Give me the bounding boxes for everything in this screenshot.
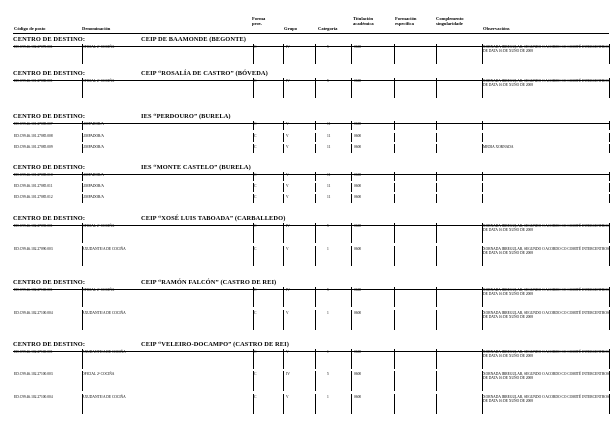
column-divider xyxy=(482,44,483,64)
section-rule xyxy=(13,123,609,124)
cell-obs: XORNADA IRREGULAR, SEGUNDO O ACORDO CO COMITÉ INTERCENTROS DE DATA 16 DE XUÑO DE 2008 xyxy=(483,45,609,54)
cell-code: ED.C99.46.102.27100.001 xyxy=(14,350,53,354)
column-divider xyxy=(394,133,395,142)
column-divider xyxy=(436,223,437,243)
column-divider xyxy=(609,183,610,192)
column-divider xyxy=(351,223,352,243)
column-divider xyxy=(351,78,352,98)
column-divider xyxy=(394,246,395,266)
column-divider xyxy=(253,394,257,414)
cell-den: OFICIAL 2ª COCIÑA xyxy=(82,79,115,83)
column-divider xyxy=(283,371,284,391)
column-divider xyxy=(82,287,83,307)
section-rule xyxy=(13,225,609,226)
cell-forma: C xyxy=(254,195,257,199)
column-divider xyxy=(283,133,284,142)
cell-forma: C xyxy=(254,350,257,354)
section-rule xyxy=(13,351,609,352)
column-divider xyxy=(351,183,352,192)
header-denominacion: Denominación xyxy=(82,26,111,31)
column-divider xyxy=(82,223,83,243)
column-divider xyxy=(609,194,610,203)
cell-obs: MEDIA XORNADA xyxy=(483,145,514,149)
column-divider xyxy=(351,194,352,203)
cell-code: ED.C99.46.102.27100.004 xyxy=(14,311,53,315)
column-divider xyxy=(394,371,395,391)
cell-den: OFICIAL 2ª COCIÑA xyxy=(82,224,115,228)
header-observaciones: Observacións xyxy=(483,26,510,31)
header-categoria: Categoría xyxy=(318,26,338,31)
cell-grupo: V xyxy=(286,195,289,199)
cell-obs: XORNADA IRREGULAR, SEGUNDO O ACORDO CO COMITÉ INTERCENTROS DE DATA 16 DE XUÑO DE 2008 xyxy=(483,311,609,320)
column-divider xyxy=(609,121,610,130)
column-divider xyxy=(283,394,284,414)
centro-destino-label: CENTRO DE DESTINO: xyxy=(13,279,86,286)
column-divider xyxy=(82,371,83,391)
cell-forma: C xyxy=(254,173,257,177)
cell-code: ED.C99.46.102.27100.001 xyxy=(14,288,53,292)
cell-tit: 0600 xyxy=(354,134,362,138)
column-divider xyxy=(82,183,83,192)
column-divider xyxy=(253,44,257,64)
column-divider xyxy=(315,310,316,330)
centro-destino-label: CENTRO DE DESTINO: xyxy=(13,36,86,43)
header-codigo: Código de posto xyxy=(14,26,46,31)
column-divider xyxy=(283,223,284,243)
cell-obs: XORNADA IRREGULAR, SEGUNDO O ACORDO CO COMITÉ INTERCENTROS DE DATA 16 DE XUÑO DE 2008 xyxy=(483,350,609,359)
centro-name: CEIP “RAMÓN FALCÓN” (CASTRO DE REI) xyxy=(141,279,277,286)
cell-forma: C xyxy=(254,224,257,228)
column-divider xyxy=(351,287,352,307)
column-divider xyxy=(436,246,437,266)
column-divider xyxy=(315,349,316,369)
cell-grupo: V xyxy=(286,395,289,399)
column-divider xyxy=(351,394,352,414)
cell-cat: 5 xyxy=(327,372,329,376)
header-formacion: Formación específica xyxy=(395,16,417,26)
cell-grupo: IV xyxy=(286,224,290,228)
cell-code: ED.C99.46.101.27085.012 xyxy=(14,195,53,199)
cell-code: ED.C99.46.102.27090.001 xyxy=(14,224,53,228)
column-divider xyxy=(253,287,257,307)
column-divider xyxy=(436,78,437,98)
column-divider xyxy=(315,394,316,414)
cell-grupo: V xyxy=(286,350,289,354)
cell-den: AXUDANTE/A DE COCIÑA xyxy=(82,395,126,399)
cell-code: ED.C99.46.102.27090.003 xyxy=(14,247,53,251)
cell-tit: 0600 xyxy=(354,350,362,354)
column-divider xyxy=(315,144,316,153)
column-divider xyxy=(394,194,395,203)
cell-obs: XORNADA IRREGULAR, SEGUNDO O ACORDO CO COMITÉ INTERCENTROS DE DATA 16 DE XUÑO DE 2008 xyxy=(483,224,609,233)
cell-cat: 11 xyxy=(327,184,331,188)
cell-grupo: IV xyxy=(286,45,290,49)
section-rule xyxy=(13,80,609,81)
column-divider xyxy=(482,287,483,307)
column-divider xyxy=(253,223,257,243)
column-divider xyxy=(283,310,284,330)
column-divider xyxy=(436,133,437,142)
cell-den: OFICIAL 2ª COCIÑA xyxy=(82,288,115,292)
header-complemento: Complemento singularidade xyxy=(436,16,464,26)
cell-code: ED.C99.46.101.27085.011 xyxy=(14,184,53,188)
column-divider xyxy=(436,194,437,203)
cell-tit: 0600 xyxy=(354,395,362,399)
column-divider xyxy=(609,287,610,307)
column-divider xyxy=(82,194,83,203)
cell-obs: XORNADA IRREGULAR, SEGUNDO O ACORDO CO COMITÉ INTERCENTROS DE DATA 16 DE XUÑO DE 2008 xyxy=(483,288,609,297)
cell-tit: 0600 xyxy=(354,247,362,251)
column-divider xyxy=(283,349,284,369)
cell-den: LIMPADOR/A xyxy=(82,134,105,138)
column-divider xyxy=(482,349,483,369)
header-grupo: Grupo xyxy=(284,26,298,31)
table-header xyxy=(0,14,615,34)
cell-code: ED.C99.46.102.27100.003 xyxy=(14,372,53,376)
cell-cat: 5 xyxy=(327,224,329,228)
column-divider xyxy=(394,183,395,192)
column-divider xyxy=(482,133,483,142)
cell-tit: 0600 xyxy=(354,122,362,126)
cell-tit: 0600 xyxy=(354,372,362,376)
cell-cat: 11 xyxy=(327,134,331,138)
cell-grupo: V xyxy=(286,247,289,251)
cell-cat: 1 xyxy=(327,311,329,315)
column-divider xyxy=(283,144,284,153)
cell-den: AXUDANTE/A DE COCIÑA xyxy=(82,311,126,315)
column-divider xyxy=(436,144,437,153)
cell-grupo: IV xyxy=(286,79,290,83)
column-divider xyxy=(253,144,257,153)
cell-cat: 1 xyxy=(327,247,329,251)
cell-grupo: V xyxy=(286,311,289,315)
cell-tit: 0600 xyxy=(354,195,362,199)
section-rule xyxy=(13,46,609,47)
cell-tit: 0600 xyxy=(354,184,362,188)
centro-name: CEIP DE BAAMONDE (BEGONTE) xyxy=(141,36,247,43)
centro-name: CEIP “VELEIRO-DOCAMPO” (CASTRO DE REI) xyxy=(141,341,289,348)
column-divider xyxy=(283,287,284,307)
cell-den: LIMPADOR/A xyxy=(82,122,105,126)
cell-obs: XORNADA IRREGULAR, SEGUNDO O ACORDO CO COMITÉ INTERCENTROS DE DATA 16 DE XUÑO DE 2008 xyxy=(483,395,609,404)
column-divider xyxy=(253,78,257,98)
cell-tit: 0600 xyxy=(354,145,362,149)
column-divider xyxy=(351,246,352,266)
cell-tit: 0600 xyxy=(354,288,362,292)
cell-den: OFICIAL 2ª COCIÑA xyxy=(82,372,115,376)
column-divider xyxy=(609,44,610,64)
column-divider xyxy=(394,394,395,414)
column-divider xyxy=(436,44,437,64)
header-titulacion: Titulación académica xyxy=(353,16,374,26)
centro-name: IES “MONTE CASTELO” (BURELA) xyxy=(141,164,251,171)
column-divider xyxy=(609,349,610,369)
column-divider xyxy=(394,144,395,153)
column-divider xyxy=(82,394,83,414)
column-divider xyxy=(436,349,437,369)
column-divider xyxy=(315,183,316,192)
centro-destino-label: CENTRO DE DESTINO: xyxy=(13,113,86,120)
column-divider xyxy=(394,223,395,243)
column-divider xyxy=(482,310,483,330)
column-divider xyxy=(283,183,284,192)
column-divider xyxy=(394,310,395,330)
column-divider xyxy=(82,44,83,64)
column-divider xyxy=(436,183,437,192)
section-rule xyxy=(13,174,609,175)
cell-obs: XORNADA IRREGULAR, SEGUNDO O ACORDO CO COMITÉ INTERCENTROS DE DATA 16 DE XUÑO DE 2008 xyxy=(483,79,609,88)
column-divider xyxy=(315,246,316,266)
column-divider xyxy=(436,371,437,391)
centro-destino-label: CENTRO DE DESTINO: xyxy=(13,70,86,77)
cell-tit: 0600 xyxy=(354,311,362,315)
column-divider xyxy=(283,194,284,203)
cell-grupo: V xyxy=(286,145,289,149)
cell-tit: 0600 xyxy=(354,224,362,228)
column-divider xyxy=(315,371,316,391)
column-divider xyxy=(482,183,483,192)
column-divider xyxy=(253,371,257,391)
centro-destino-label: CENTRO DE DESTINO: xyxy=(13,215,86,222)
column-divider xyxy=(283,246,284,266)
cell-grupo: IV xyxy=(286,372,290,376)
column-divider xyxy=(283,78,284,98)
column-divider xyxy=(315,78,316,98)
header-rule xyxy=(13,33,609,34)
cell-cat: 1 xyxy=(327,350,329,354)
cell-cat: 5 xyxy=(327,79,329,83)
cell-den: LIMPADOR/A xyxy=(82,195,105,199)
header-forma: Forma prov. xyxy=(252,16,266,26)
column-divider xyxy=(394,287,395,307)
column-divider xyxy=(482,194,483,203)
column-divider xyxy=(283,44,284,64)
column-divider xyxy=(351,371,352,391)
column-divider xyxy=(351,133,352,142)
column-divider xyxy=(82,144,83,153)
cell-code: ED.C99.46.101.27085.007 xyxy=(14,122,53,126)
column-divider xyxy=(609,394,610,414)
column-divider xyxy=(315,133,316,142)
cell-grupo: V xyxy=(286,184,289,188)
column-divider xyxy=(253,310,257,330)
column-divider xyxy=(253,194,257,203)
column-divider xyxy=(436,287,437,307)
column-divider xyxy=(609,310,610,330)
cell-den: LIMPADOR/A xyxy=(82,173,105,177)
column-divider xyxy=(482,371,483,391)
cell-grupo: V xyxy=(286,173,289,177)
cell-forma: C xyxy=(254,79,257,83)
column-divider xyxy=(609,223,610,243)
centro-name: IES “PERDOURO” (BURELA) xyxy=(141,113,231,120)
column-divider xyxy=(315,194,316,203)
cell-code: ED.C99.46.101.27085.008 xyxy=(14,134,53,138)
cell-grupo: V xyxy=(286,122,289,126)
cell-forma: C xyxy=(254,45,257,49)
cell-cat: 5 xyxy=(327,45,329,49)
cell-forma: C xyxy=(254,372,257,376)
column-divider xyxy=(82,246,83,266)
column-divider xyxy=(82,310,83,330)
cell-tit: 0600 xyxy=(354,173,362,177)
column-divider xyxy=(253,133,257,142)
section-rule xyxy=(13,289,609,290)
cell-forma: C xyxy=(254,311,257,315)
cell-tit: 0600 xyxy=(354,45,362,49)
centro-destino-label: CENTRO DE DESTINO: xyxy=(13,164,86,171)
column-divider xyxy=(609,371,610,391)
cell-code: ED.C99.46.101.27080.001 xyxy=(14,79,53,83)
cell-obs: XORNADA IRREGULAR, SEGUNDO O ACORDO CO COMITÉ INTERCENTROS DE DATA 16 DE XUÑO DE 2008 xyxy=(483,247,609,256)
column-divider xyxy=(351,44,352,64)
column-divider xyxy=(482,144,483,153)
column-divider xyxy=(609,133,610,142)
cell-grupo: V xyxy=(286,134,289,138)
cell-tit: 0600 xyxy=(354,79,362,83)
column-divider xyxy=(482,246,483,266)
cell-cat: 1 xyxy=(327,395,329,399)
column-divider xyxy=(351,310,352,330)
cell-forma: C xyxy=(254,247,257,251)
cell-code: ED.C99.46.102.27100.004 xyxy=(14,395,53,399)
cell-forma: C xyxy=(254,134,257,138)
cell-cat: 11 xyxy=(327,195,331,199)
column-divider xyxy=(482,223,483,243)
column-divider xyxy=(394,44,395,64)
column-divider xyxy=(351,349,352,369)
cell-forma: C xyxy=(254,288,257,292)
column-divider xyxy=(482,78,483,98)
column-divider xyxy=(315,44,316,64)
column-divider xyxy=(315,287,316,307)
cell-den: LIMPADOR/A xyxy=(82,184,105,188)
column-divider xyxy=(82,133,83,142)
cell-forma: C xyxy=(254,395,257,399)
column-divider xyxy=(609,172,610,181)
column-divider xyxy=(253,349,257,369)
cell-forma: C xyxy=(254,122,257,126)
column-divider xyxy=(436,394,437,414)
cell-den: AXUDANTE/A DE COCIÑA xyxy=(82,350,126,354)
cell-den: OFICIAL 2ª COCIÑA xyxy=(82,45,115,49)
column-divider xyxy=(394,349,395,369)
centro-name: CEIP “ROSALÍA DE CASTRO” (BÓVEDA) xyxy=(141,70,268,77)
cell-forma: C xyxy=(254,184,257,188)
cell-code: ED.C99.46.101.27085.009 xyxy=(14,145,53,149)
cell-code: ED.C99.46.101.27085.010 xyxy=(14,173,53,177)
cell-cat: 11 xyxy=(327,122,331,126)
column-divider xyxy=(315,223,316,243)
column-divider xyxy=(351,144,352,153)
column-divider xyxy=(82,349,83,369)
cell-den: LIMPADOR/A xyxy=(82,145,105,149)
column-divider xyxy=(609,246,610,266)
cell-code: ED.C99.46.102.27070.001 xyxy=(14,45,53,49)
cell-grupo: IV xyxy=(286,288,290,292)
column-divider xyxy=(82,78,83,98)
centro-name: CEIP “XOSÉ LUIS TABOADA” (CARBALLEDO) xyxy=(141,215,286,222)
cell-cat: 11 xyxy=(327,173,331,177)
cell-forma: C xyxy=(254,145,257,149)
cell-cat: 5 xyxy=(327,288,329,292)
column-divider xyxy=(394,78,395,98)
cell-den: AXUDANTE/A DE COCIÑA xyxy=(82,247,126,251)
column-divider xyxy=(482,394,483,414)
cell-obs: XORNADA IRREGULAR, SEGUNDO O ACORDO CO COMITÉ INTERCENTROS DE DATA 16 DE XUÑO DE 2008 xyxy=(483,372,609,381)
column-divider xyxy=(253,246,257,266)
column-divider xyxy=(609,144,610,153)
column-divider xyxy=(253,183,257,192)
cell-cat: 11 xyxy=(327,145,331,149)
column-divider xyxy=(436,310,437,330)
centro-destino-label: CENTRO DE DESTINO: xyxy=(13,341,86,348)
column-divider xyxy=(609,78,610,98)
